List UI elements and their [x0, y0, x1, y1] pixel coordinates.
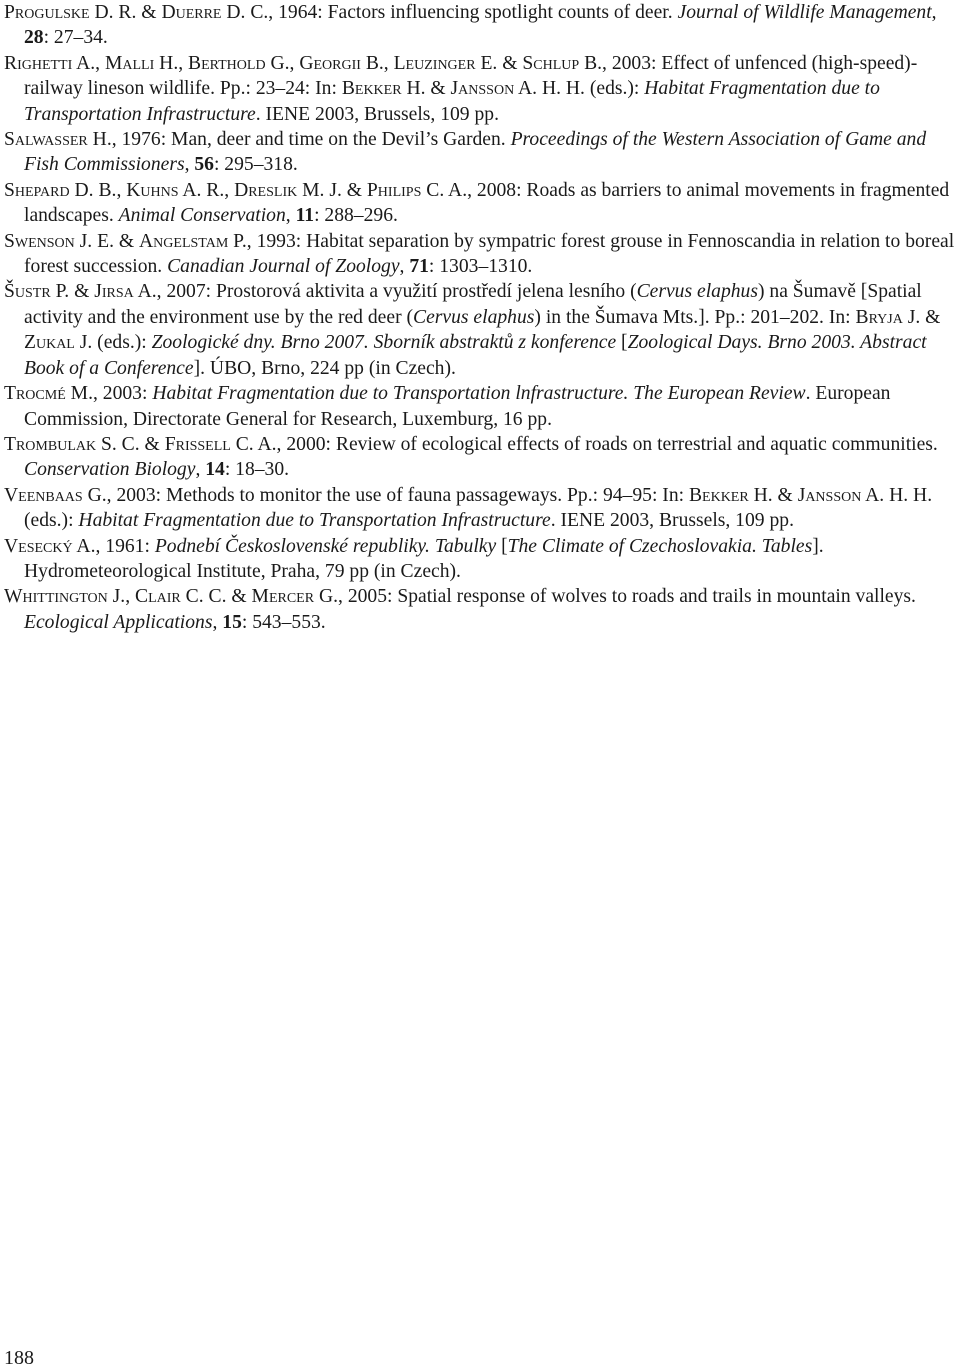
author-name: Šustr [4, 281, 51, 303]
author-name: Clair [135, 586, 181, 608]
author-name: Philips [366, 179, 422, 201]
reference-text: A., 1961: [72, 535, 155, 557]
reference-text: G., 2003: Methods to monitor the use of fauna passageways. Pp.: 94–95: In: [82, 484, 689, 506]
reference-text: [ [616, 332, 628, 354]
reference-text: , [931, 2, 937, 23]
reference-text: M. J. & [297, 179, 367, 201]
reference-text: J., [107, 586, 136, 608]
reference-list [4, 0, 958, 635]
reference-entry [4, 584, 958, 635]
reference-text: G., 2005: Spatial response of wolves to roads and trails in mountain valleys. [314, 586, 916, 608]
publication-title: Zoologické dny. Brno 2007. Sborník abstraktů z konference [151, 332, 617, 354]
publication-title: Cervus elaphus [636, 281, 758, 303]
reference-text: D. R. & [89, 2, 162, 23]
author-name: Malli [104, 52, 155, 74]
reference-text: A. H. H. (eds.): [514, 78, 645, 100]
author-name: Jansson [797, 484, 862, 506]
publication-title: The Climate of Czechoslovakia. Tables [507, 535, 813, 557]
reference-text: : 288–296. [314, 205, 398, 227]
volume-number: 15 [222, 611, 242, 633]
reference-entry [4, 381, 958, 432]
author-name: Zukal [24, 332, 75, 354]
author-name: Progulske [4, 2, 90, 23]
reference-text: : 543–553. [241, 611, 326, 633]
publication-title: Habitat Fragmentation due to Transportation lnfrastructure. The European Review [152, 383, 806, 405]
reference-text: P., 1993: Habitat separation by sympatric forest grouse in Fennoscandia in relation to boreal forest succession. [24, 230, 955, 278]
author-name: Jansson [450, 78, 515, 100]
reference-entry [4, 51, 958, 127]
reference-text: H. & [748, 484, 798, 506]
reference-text: J. E. & [74, 230, 140, 252]
volume-number: 11 [295, 205, 315, 227]
reference-text: C. A., 2008: Roads as barriers to animal movements in fragmented landscapes. [24, 179, 950, 227]
author-name: Shepard [4, 179, 70, 201]
volume-number: 28 [24, 27, 44, 49]
author-name: Leuzinger [393, 52, 476, 74]
reference-text: . European Commission, Directorate General for Research, Luxemburg, 16 pp. [24, 383, 891, 430]
reference-text: A. H. H. (eds.): [24, 484, 933, 532]
author-name: Frissell [164, 433, 231, 455]
reference-text: H., 1976: Man, deer and time on the Devil’s Garden. [87, 129, 511, 151]
reference-text: : 295–318. [213, 154, 298, 176]
author-name: Swenson [4, 230, 75, 252]
publication-title: Habitat Fragmentation due to Transportation Infrastructure [24, 78, 880, 125]
author-name: Bekker [341, 78, 402, 100]
reference-text: H. & [401, 78, 451, 100]
reference-text: , [184, 154, 195, 176]
author-name: Trocmé [4, 383, 66, 405]
author-name: Bekker [688, 484, 749, 506]
reference-text: B., 2003: Effect of unfenced (high-speed)-railway lineson wildlife. Pp.: 23–24: In: [24, 52, 918, 100]
author-name: Schlup [522, 52, 580, 74]
reference-text: A. R., [178, 179, 235, 201]
author-name: Bryja [855, 306, 903, 328]
author-name: Whittington [4, 586, 108, 608]
publication-title: Habitat Fragmentation due to Transportation Infrastructure [78, 510, 551, 532]
reference-text: C. C. & [180, 586, 252, 608]
author-name: Jirsa [94, 281, 134, 303]
reference-text: D. B., [69, 179, 127, 201]
publication-title: Cervus elaphus [413, 306, 535, 328]
volume-number: 56 [194, 154, 214, 176]
reference-text: , [285, 205, 296, 227]
author-name: Righetti [4, 52, 73, 74]
reference-text: C. A., 2000: Review of ecological effects of roads on terrestrial and aquatic communities. [230, 433, 938, 455]
reference-entry [4, 229, 958, 280]
reference-text: S. C. & [96, 433, 165, 455]
reference-entry [4, 279, 958, 381]
reference-text: G., [265, 52, 300, 74]
volume-number: 71 [409, 256, 429, 278]
reference-text: . IENE 2003, Brussels, 109 pp. [550, 510, 794, 532]
author-name: Kuhns [126, 179, 179, 201]
author-name: Mercer [251, 586, 315, 608]
author-name: Vesecký [4, 535, 73, 557]
reference-text: A., [72, 52, 105, 74]
author-name: Duerre [161, 2, 222, 23]
publication-title: Proceedings of the Western Association of Game and Fish Commissioners [24, 129, 927, 176]
reference-text: D. C., 1964: Factors influencing spotlight counts of deer. [221, 2, 678, 23]
reference-entry [4, 0, 958, 51]
author-name: Georgii [299, 52, 361, 74]
reference-text: J. (eds.): [74, 332, 152, 354]
reference-entry [4, 483, 958, 534]
publication-title: Canadian Journal of Zoology [167, 256, 400, 278]
volume-number: 14 [205, 459, 225, 481]
publication-title: Conservation Biology [24, 459, 196, 481]
reference-entry [4, 432, 958, 483]
reference-text: M., 2003: [65, 383, 153, 405]
reference-text: : 18–30. [224, 459, 290, 481]
page-number: 188 [4, 1347, 34, 1369]
reference-entry [4, 178, 958, 229]
author-name: Trombulak [4, 433, 97, 455]
publication-title: Journal of Wildlife Management [677, 2, 932, 23]
reference-text: P. & [50, 281, 95, 303]
reference-text: : 27–34. [43, 27, 108, 49]
reference-text: B., [360, 52, 394, 74]
author-name: Berthold [188, 52, 266, 74]
author-name: Veenbaas [4, 484, 83, 506]
reference-text: ) na Šumavě [Spatial activity and the environment use by the red deer ( [24, 281, 922, 328]
publication-title: Podnebí Československé republiky. Tabulky [154, 535, 497, 557]
reference-text: , [399, 256, 410, 278]
reference-text: . IENE 2003, Brussels, 109 pp. [255, 103, 499, 125]
publication-title: Ecological Applications [24, 611, 213, 633]
author-name: Angelstam [139, 230, 229, 252]
reference-text: ) in the Šumava Mts.]. Pp.: 201–202. In: [534, 306, 856, 328]
reference-entry [4, 534, 958, 585]
reference-text: : 1303–1310. [428, 256, 533, 278]
reference-text: , [212, 611, 223, 633]
reference-text: [ [496, 535, 508, 557]
publication-title: Animal Conservation [118, 205, 286, 227]
reference-text: , [195, 459, 206, 481]
reference-text: E. & [475, 52, 523, 74]
author-name: Dreslik [234, 179, 298, 201]
reference-text: A., 2007: Prostorová aktivita a využití prostředí jelena lesního ( [133, 281, 637, 303]
reference-text: ]. Hydrometeorological Institute, Praha, 79 pp (in Czech). [24, 535, 824, 582]
reference-text: J. & [902, 306, 941, 328]
reference-text: ]. ÚBO, Brno, 224 pp (in Czech). [193, 357, 456, 379]
reference-entry [4, 127, 958, 178]
publication-title: Zoological Days. Brno 2003. Abstract Book of a Conference [24, 332, 927, 379]
author-name: Salwasser [4, 129, 88, 151]
reference-text: H., [154, 52, 189, 74]
